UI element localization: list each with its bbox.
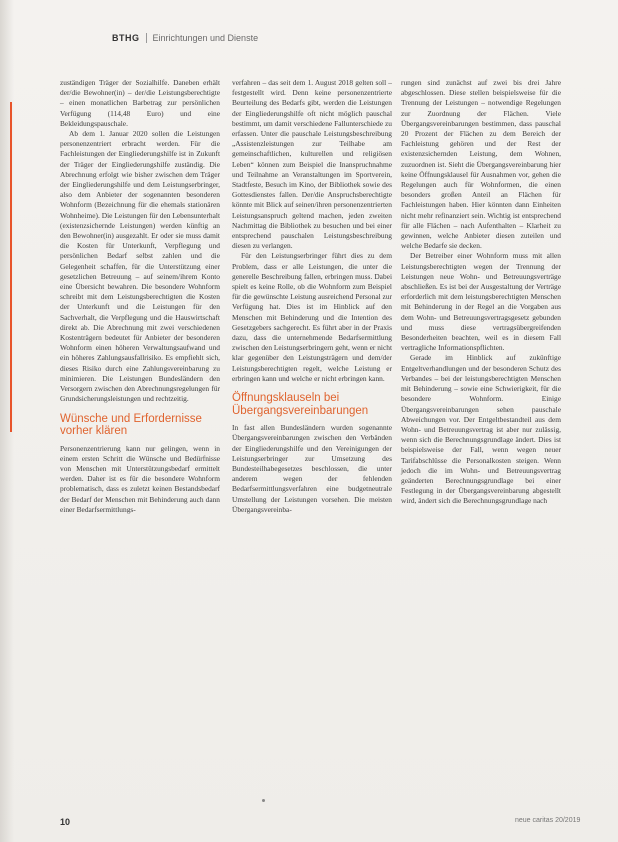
paragraph: Personenzentrierung kann nur gelingen, wenn in einem ersten Schritt die Wünsche und Bedürfnisse von Menschen mit Unterstützungsbedarf ermittelt werden. Daher ist es für die besondere Wohnform problematisch, dass es zuletzt keinen Bestandsbedarf der Bedarf der Menschen mit Behinderung auch dann einer Bedarfsermittlungs- bbox=[60, 443, 220, 514]
header-brand: BTHG bbox=[112, 33, 140, 43]
header-divider bbox=[146, 33, 147, 43]
running-header bbox=[112, 30, 258, 46]
paragraph: In fast allen Bundesländern wurden sogenannte Übergangsvereinbarungen zwischen den Verbänden der Eingliederungshilfe und den Vereinigungen der Leistungserbringer zur Umsetzung des Bundesteilhabegesetzes beschlossen, die unter anderem wegen der fehlenden Bedarfsermittlungsverfahren eine budgetneutrale Umstellung der Leistungen vorsehen. Die meisten Übergangsvereinba- bbox=[232, 423, 392, 514]
paragraph: Für den Leistungserbringer führt dies zu dem Problem, dass er alle Leistungen, die unter die generelle Beschreibung fallen, erbringen muss. Dabei spielt es keine Rolle, ob die Wohnform zum Beispiel für die gewünschte Leistung ausreichend Personal zur Verfügung hat. Dies ist im Hinblick auf den Menschen mit Behinderung und die Intention des Gesetzgebers sachgerecht. Es führt aber in der Praxis dazu, dass die unternehmende Bedarfsermittlung zwischen den Leistungserbringern geht, wenn er nicht klar gegenüber den Leistungsträgern und dem/der Leistungsberechtigten regelt, welche Leistung er erbringen kann und welche er nicht erbringen kann. bbox=[232, 251, 392, 383]
text-column-1 bbox=[60, 78, 220, 738]
paragraph: Gerade im Hinblick auf zukünftige Entgeltverhandlungen und der besonderen Schutz des Verbandes – bei der leistungsberechtigten Menschen mit Behinderung – sowie eine Schwierigkeit, für die besondere Wohnform. Einige Übergangsvereinbarungen sehen pauschale Abweichungen vor. Der Entgeltbestandteil aus dem Wohn- und Betreuungsvertrag ist aber nur zulässig, wenn sich die Berechnungsgrundlage ändert. Dies ist beispielsweise der Fall, wenn wegen neuer Tarifabschlüsse die Personalkosten steigen. Wenn jedoch die im Wohn- und Betreuungsvertrag geänderten Berechnungsgrundlage bei einer Festlegung in der Übergangsvereinbarung abgestellt wird, ändert sich die Berechnungsgrundlage nach bbox=[401, 353, 561, 506]
text-column-2 bbox=[232, 78, 392, 738]
paragraph: rungen sind zunächst auf zwei bis drei Jahre abgeschlossen. Diese stellen beispielsweise für die Trennung der Leistungen – notwendige Regelungen zur Zuordnung der Flächen. Viele Übergangsvereinbarungen bestimmen, dass pauschal 20 Prozent der Flächen zu dem Bereich der Fachleistung gehören und der Rest der existenzsichernden Leistung, dem Wohnen, zuzuordnen ist. Sieht die Übergangsvereinbarung hier keine Öffnungsklausel für Ausnahmen vor, gehen die Regelungen auch für Wohnformen, die einen besonders großen Anteil an Flächen für Fachleistungen haben. Hier könnten dann Einheiten nicht mehr refinanziert sein. Wichtig ist entsprechend für alle Flächen – nach Aufenthalten – Klarheit zu gewinnen, welche Anbieter diesen zuteilen und welche Bedarfe sie decken. bbox=[401, 78, 561, 251]
text-column-3 bbox=[401, 78, 561, 738]
accent-bar bbox=[10, 102, 12, 432]
paragraph: Der Betreiber einer Wohnform muss mit allen Leistungsberechtigten wegen der Trennung der Leistungen neue Wohn- und Betreuungsverträge abschließen. Es ist bei der Ausgestaltung der Verträge erforderlich mit dem leistungsberechtigten Menschen mit Behinderung in der Regel an die Vorgaben aus dem Wohn- und Betreuungsvertragsgesetz gebunden und muss diese vertragsübergreifenden Besonderheiten beachten, weil es in diesem Fall vertragliche Informationspflichten. bbox=[401, 251, 561, 353]
page-number: 10 bbox=[60, 817, 71, 827]
paragraph: Ab dem 1. Januar 2020 sollen die Leistungen personenzentriert erbracht werden. Für die Fachleistungen der Eingliederungshilfe ist in Zukunft der Träger der Eingliederungshilfe zuständig. Die Abrechnung erfolgt wie bisher zwischen dem Träger der Eingliederungshilfe und dem Leistungserbringer, also dem Anbieter der sogenannten besonderen Wohnform (Bezeichnung für die ehemals stationären Wohnheime). Die Leistungen für den Lebensunterhalt (existenzsichernde Leistungen) werden künftig an den Bewohner(in) ausgezahlt. Er oder sie muss damit die Kosten für Unterkunft, Verpflegung und persönlichen Bedarf selbst zahlen und die Gelegenheit schaffen, für die Unterstützung einer gesetzlichen Betreuung – auf seinem/ihrem Konto eine Übersicht bewahren. Die besondere Wohnform schreibt mit dem Leistungsberechtigten die Kosten der Unterkunft und die Leistungen für den Sachverhalt, die Verpflegung und die Hauswirtschaft direkt ab. Die Abrechnung mit zwei verschiedenen Kostenträgern bedeutet für Anbieter der besonderen Wohnform einen höheren Verwaltungsaufwand und ein höheres Zahlungsausfallrisiko. Es empfiehlt sich, dieses Risiko durch eine Zahlungsvereinbarung zu minimieren. Die Leistungen Bundesländern den Versorgern zwischen den Abrechnungsregelungen für Grundsicherungsleistungen und rechtzeitig. bbox=[60, 129, 220, 404]
paragraph: verfahren – das seit dem 1. August 2018 gelten soll – festgestellt wird. Denn keine personenzentrierte Beurteilung des Bedarfs gibt, werden die Leistungen der Eingliederungshilfe oft nicht möglich pauschal bestimmt, um damit verschiedene Fallunterschiede zu erfassen. Unter die pauschale Leistungsbeschreibung „Assistenzleistungen zur Teilhabe am gemeinschaftlichen, kulturellen und religiösen Leben“ können zum Beispiel die Inanspruchnahme und Teilnahme an Veranstaltungen im Sportverein, Stadtfeste, Besuch im Kino, der Bibliothek sowie des Gottesdienstes fallen. Der/die Anspruchsberechtigte könnte mit Blick auf seinen/ihren personenzentrierten Leistungsanspruch geltend machen, jeden zweiten Nachmittag die Bibliothek zu besuchen und bei einer entsprechend pauschalen Leistungsbeschreibung diesen zu verlangen. bbox=[232, 78, 392, 251]
print-mark bbox=[262, 799, 265, 802]
journal-footer: neue caritas 20/2019 bbox=[515, 817, 581, 824]
header-topic: Einrichtungen und Dienste bbox=[152, 33, 259, 43]
section-heading: Wünsche und Erfordernisse vorher klären bbox=[60, 412, 202, 437]
section-heading: Öffnungsklauseln bei Übergangsvereinbarungen bbox=[232, 392, 369, 417]
paragraph: zuständigen Träger der Sozialhilfe. Daneben erhält der/die Bewohner(in) – der/die Leistungsberechtigte – einen monatlichen Barbetrag zur persönlichen Verfügung (114,48 Euro) und eine Bekleidungspauschale. bbox=[60, 78, 220, 128]
